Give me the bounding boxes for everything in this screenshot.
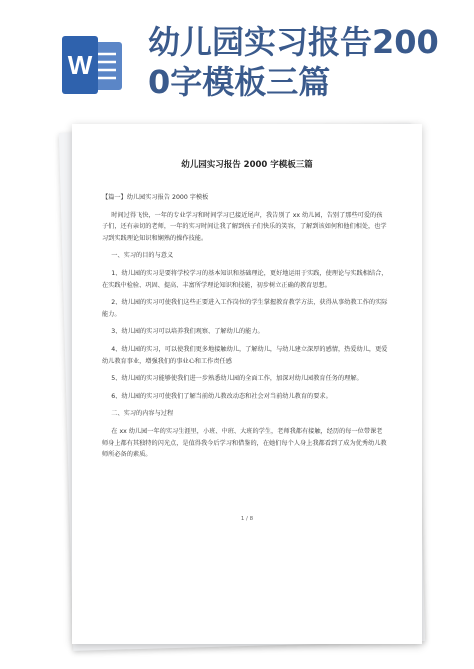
paragraph: 6、幼儿园的实习可使我们了解当前幼儿教改动态和社会对当前幼儿教育的要求。 (111, 392, 332, 400)
paragraph: 在 xx 幼儿园一年的实习生涯里，小班、中班、大班的学生，老师我都有接触，经历的每一位带课老师身上都有其独特的闪光点，是值得我今后学习和借鉴的，在她们每个人身上我都看到了成为优秀幼儿教师所必备的素质。 (102, 427, 387, 459)
paragraph: 二、实习的内容与过程 (111, 410, 174, 418)
paragraph: 1、幼儿园的实习是要将学校学习的基本知识和基础理论，更好地运用于实践，使理论与实践相结合，在实践中检验、巩固、提高、丰富所学理论知识和技能，初步树立正确的教育思想。 (102, 269, 388, 289)
paragraph: 一、实习的目的与意义 (111, 252, 174, 260)
word-letter: W (67, 50, 93, 80)
title-banner (0, 0, 474, 110)
paragraph: 3、幼儿园的实习可以培养我们观察、了解幼儿的能力。 (111, 328, 264, 336)
paragraph: 2、幼儿园的实习可使我们这些正要进入工作岗位的学生掌握教育教学方法，获得从事幼教工作的实际能力。 (102, 299, 388, 318)
document-body (102, 192, 388, 467)
document-title: 幼儿园实习报告 2000 字模板三篇 (181, 160, 313, 170)
page-number: 1 / 8 (240, 516, 254, 522)
paragraph: 4、幼儿园的实习，可以使我们更多地接触幼儿，了解幼儿，与幼儿建立深厚的感情，热爱幼儿，更爱幼儿教育事业，增强我们的事业心和工作责任感 (102, 345, 388, 365)
document-page (72, 124, 422, 644)
banner-title: 幼儿园实习报告2000字模板三篇 (148, 23, 439, 101)
paragraph: 5、幼儿园的实习能够使我们进一步熟悉幼儿园的全面工作，加深对幼儿园教育任务的理解。 (111, 375, 363, 383)
word-document-icon (60, 34, 126, 96)
section-heading: 【篇一】幼儿园实习报告 2000 字模板 (102, 194, 209, 201)
paragraph: 时间过得飞快，一年的专业学习和时间学习已接近尾声，我告别了 xx 幼儿园，告别了那些可爱的孩子们，还有亲切的老师，一年的实习时间让我了解到孩子们快乐的笑容，了解到该如何和他们相处，也学习到实践理论知识和娴熟的操作技能。 (102, 211, 387, 242)
